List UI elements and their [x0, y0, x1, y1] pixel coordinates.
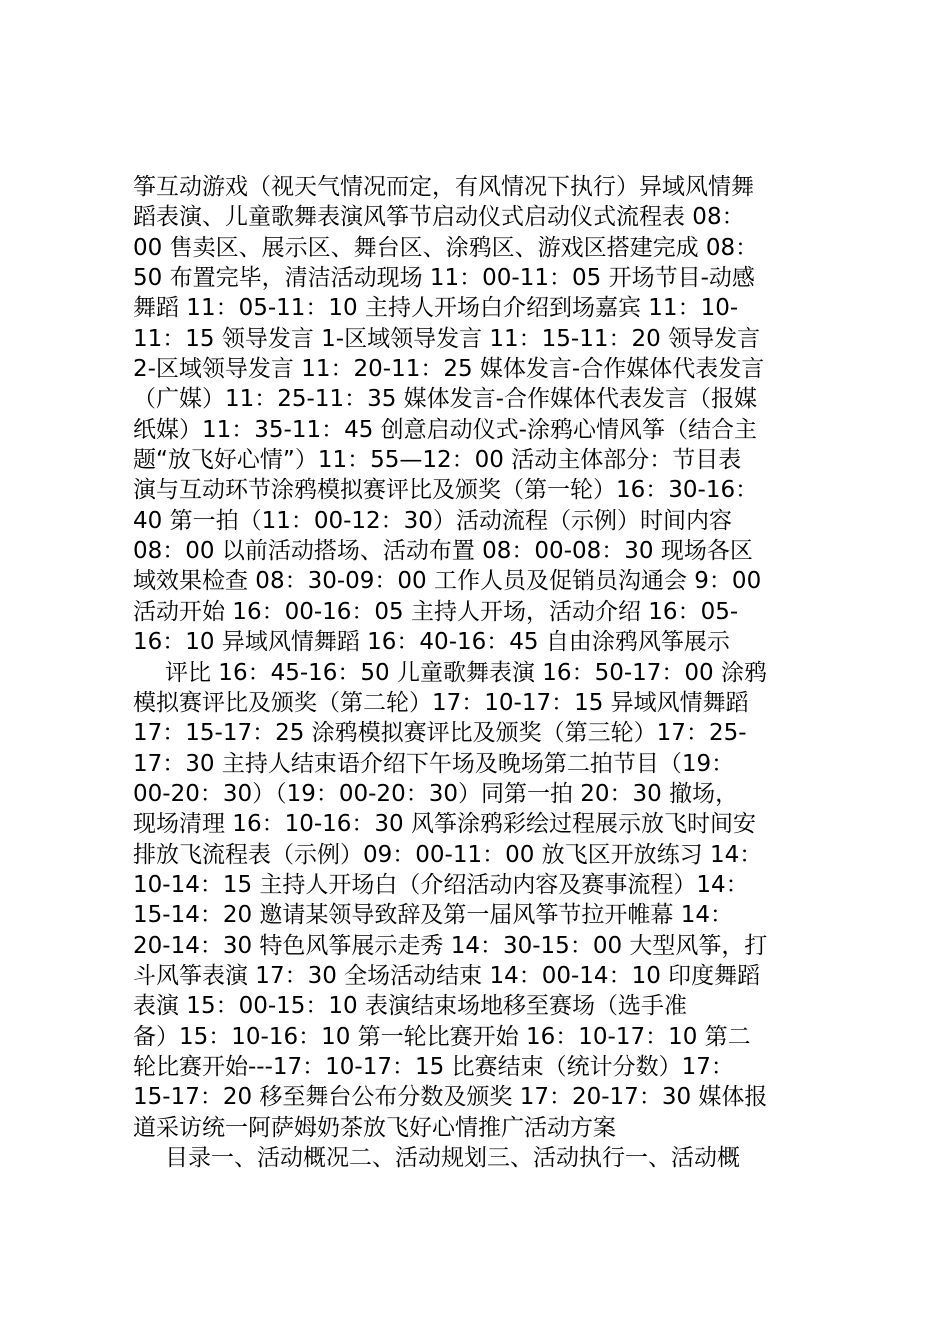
text-line: 17：15-17：25 涂鸦模拟赛评比及颁奖（第三轮）17：25-	[133, 720, 747, 747]
text-line: 纸媒）11：35-11：45 创意启动仪式-涂鸦心情风筝（结合主	[133, 416, 757, 443]
text-line: 域效果检查 08：30-09：00 工作人员及促销员沟通会 9：00	[133, 568, 762, 595]
text-line: 16：10 异域风情舞蹈 16：40-16：45 自由涂鸦风筝展示	[133, 629, 730, 656]
text-line: 20-14：30 特色风筝展示走秀 14：30-15：00 大型风筝，打	[133, 932, 768, 959]
text-line: 舞蹈 11：05-11：10 主持人开场白介绍到场嘉宾 11：10-	[133, 295, 739, 322]
text-line: 道采访统一阿萨姆奶茶放飞好心情推广活动方案	[133, 1114, 616, 1141]
text-line: 08：00 以前活动搭场、活动布置 08：00-08：30 现场各区	[133, 538, 753, 565]
text-line: （广媒）11：25-11：35 媒体发言-合作媒体代表发言（报媒	[133, 386, 757, 413]
text-line: 活动开始 16：00-16：05 主持人开场，活动介绍 16：05-	[133, 598, 739, 625]
text-line: 17：30 主持人结束语介绍下午场及晚场第二拍节目（19：	[133, 750, 735, 777]
text-line: 10-14：15 主持人开场白（介绍活动内容及赛事流程）14：	[133, 871, 749, 898]
text-line: 50 布置完毕，清洁活动现场 11：00-11：05 开场节目-动感	[133, 265, 755, 292]
text-line: 斗风筝表演 17：30 全场活动结束 14：00-14：10 印度舞蹈	[133, 962, 761, 989]
text-line: 15-17：20 移至舞台公布分数及颁奖 17：20-17：30 媒体报	[133, 1084, 768, 1111]
text-line: 表演 15：00-15：10 表演结束场地移至赛场（选手准	[133, 993, 687, 1020]
text-line: 2-区域领导发言 11：20-11：25 媒体发言-合作媒体代表发言	[133, 356, 765, 383]
text-line: 11：15 领导发言 1-区域领导发言 11：15-11：20 领导发言	[133, 325, 761, 352]
text-line: 轮比赛开始---17：10-17：15 比赛结束（统计分数）17：	[133, 1053, 734, 1080]
text-line: 演与互动环节涂鸦模拟赛评比及颁奖（第一轮）16：30-16：	[133, 477, 759, 504]
text-line: 现场清理 16：10-16：30 风筝涂鸦彩绘过程展示放飞时间安	[133, 811, 756, 838]
text-line: 题“放飞好心情”）11：55—12：00 活动主体部分：节目表	[133, 447, 742, 474]
text-line: 00-20：30）（19：00-20：30）同第一拍 20：30 撤场，	[133, 780, 739, 807]
text-line: 00 售卖区、展示区、舞台区、涂鸦区、游戏区搭建完成 08：	[133, 234, 759, 261]
text-line: 15-14：20 邀请某领导致辞及第一届风筝节拉开帷幕 14：	[133, 902, 733, 929]
text-line: 排放飞流程表（示例）09：00-11：00 放飞区开放练习 14：	[133, 841, 763, 868]
document-body	[133, 172, 829, 1173]
text-line-indented: 评比 16：45-16：50 儿童歌舞表演 16：50-17：00 涂鸦	[165, 659, 767, 686]
text-line: 备）15：10-16：10 第一轮比赛开始 16：10-17：10 第二	[133, 1023, 751, 1050]
text-line: 筝互动游戏（视天气情况而定，有风情况下执行）异域风情舞	[133, 174, 754, 200]
text-line-indented: 目录一、活动概况二、活动规划三、活动执行一、活动概	[165, 1145, 740, 1171]
text-line: 40 第一拍（11：00-12：30）活动流程（示例）时间内容	[133, 507, 732, 534]
text-line: 蹈表演、儿童歌舞表演风筝节启动仪式启动仪式流程表 08：	[133, 204, 745, 231]
text-line: 模拟赛评比及颁奖（第二轮）17：10-17：15 异域风情舞蹈	[133, 689, 749, 716]
